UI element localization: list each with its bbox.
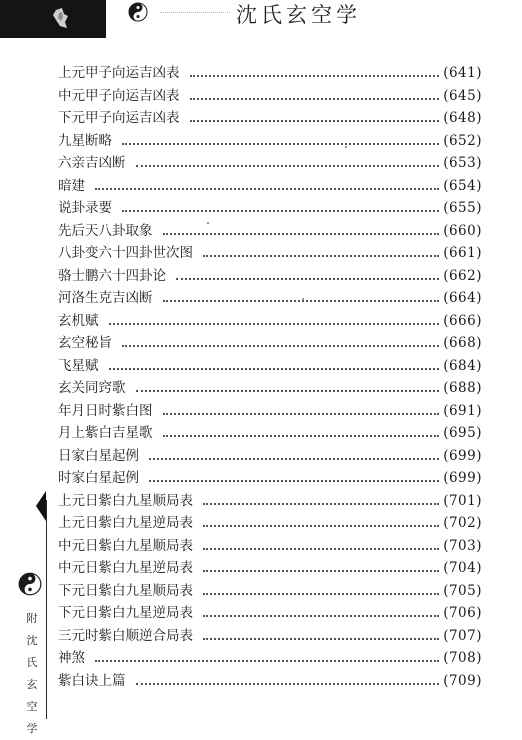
side-char: 空 [26,700,38,713]
toc-leader-dots [203,570,439,572]
toc-entry-title: 神煞 [58,650,85,666]
toc-leader-dots [122,143,439,145]
toc-entry-page: (703) [443,537,482,554]
toc-entry-page: (662) [443,267,482,284]
toc-entry-page: (641) [443,65,482,81]
toc-entry[interactable] [58,445,482,467]
toc-leader-dots [163,300,440,302]
toc-entry-title: 上元甲子向运吉凶表 [58,65,180,81]
toc-entry[interactable] [58,62,482,84]
toc-entry[interactable] [58,152,482,174]
toc-entry-title: 上元日紫白九星顺局表 [58,492,193,509]
side-char: 玄 [26,678,38,691]
toc-leader-dots [190,75,440,77]
toc-entry-page: (684) [443,357,482,374]
toc-entry-title: 上元日紫白九星逆局表 [58,515,193,531]
side-vertical-title [24,608,40,740]
side-rule [46,500,47,719]
toc-entry[interactable] [58,512,482,534]
toc-entry-title: 中元甲子向运吉凶表 [58,87,180,104]
toc-entry-page: (691) [443,402,482,419]
toc-entry-title: 玄空秘旨 [58,335,112,351]
taiji-side-icon [18,572,42,596]
toc-entry[interactable] [58,377,482,399]
toc-entry-page: (708) [443,650,482,666]
toc-entry-title: 暗建 [58,177,85,194]
toc-entry-title: 玄关同窍歌 [58,380,126,396]
toc-entry-title: 下元日紫白九星逆局表 [58,605,193,621]
toc-entry[interactable] [58,265,482,287]
toc-leader-dots [203,615,439,617]
toc-entry-page: (653) [443,155,482,171]
toc-entry-title: 中元日紫白九星逆局表 [58,560,193,576]
toc-entry-title: 先后天八卦取象 [58,222,153,239]
toc-leader-dots [95,188,439,190]
toc-leader-dots [149,458,439,460]
scan-speck [345,146,347,148]
toc-entry-page: (704) [443,560,482,576]
toc-entry-page: (702) [443,515,482,531]
toc-entry[interactable] [58,355,482,377]
toc-entry[interactable] [58,332,482,354]
toc-leader-dots [109,368,440,370]
toc-leader-dots [136,165,440,167]
toc-entry[interactable] [58,242,482,264]
toc-entry[interactable] [58,287,482,309]
toc-entry-page: (705) [443,582,482,599]
toc-entry-page: (709) [443,672,482,689]
toc-entry-title: 九星断略 [58,132,112,149]
toc-entry-title: 飞星赋 [58,357,99,374]
toc-entry[interactable] [58,130,482,152]
toc-entry-title: 下元日紫白九星顺局表 [58,582,193,599]
toc-leader-dots [203,255,439,257]
triangle-marker-icon [36,491,46,521]
toc-entry[interactable] [58,602,482,624]
toc-entry-page: (706) [443,605,482,621]
toc-entry[interactable] [58,670,482,692]
toc-leader-dots [109,323,440,325]
toc-entry-page: (668) [443,335,482,351]
toc-entry-page: (707) [443,627,482,644]
toc-entry[interactable] [58,467,482,489]
toc-entry-title: 紫白诀上篇 [58,672,126,689]
toc-entry[interactable] [58,647,482,669]
toc-leader-dots [203,593,439,595]
toc-entry[interactable] [58,220,482,242]
toc-entry-title: 月上紫白吉星歌 [58,425,153,441]
toc-entry-title: 三元时紫白顺逆合局表 [58,627,193,644]
toc-leader-dots [122,210,439,212]
toc-entry[interactable] [58,535,482,557]
toc-entry-page: (664) [443,290,482,306]
toc-entry[interactable] [58,625,482,647]
toc-leader-dots [136,683,440,685]
toc-entry-page: (701) [443,492,482,509]
toc-entry-page: (699) [443,447,482,464]
toc-entry-page: (655) [443,200,482,216]
toc-entry-page: (654) [443,177,482,194]
toc-entry-title: 八卦变六十四卦世次图 [58,245,193,261]
toc-entry[interactable] [58,175,482,197]
toc-entry-title: 河洛生克吉凶断 [58,290,153,306]
toc-entry-page: (660) [443,222,482,239]
toc-leader-dots [122,345,439,347]
toc-entry-title: 玄机赋 [58,312,99,329]
toc-leader-dots [163,233,440,235]
toc-leader-dots [163,435,440,437]
toc-leader-dots [176,278,439,280]
toc-entry[interactable] [58,107,482,129]
toc-leader-dots [149,480,439,482]
toc-leader-dots [136,390,440,392]
toc-entry-page: (652) [443,132,482,149]
toc-leader-dots [203,638,439,640]
toc-entry-page: (645) [443,87,482,104]
toc-entry-title: 年月日时紫白图 [58,402,153,419]
toc-entry[interactable] [58,197,482,219]
toc-entry-title: 时家白星起例 [58,470,139,486]
toc-entry-page: (666) [443,312,482,329]
scan-speck [302,298,304,300]
toc-entry-title: 说卦录要 [58,200,112,216]
toc-entry[interactable] [58,580,482,602]
scan-speck [207,222,209,224]
page-title: 沈氏玄空学 [236,3,361,27]
toc-leader-dots [163,413,440,415]
toc-leader-dots [203,548,439,550]
toc-entry[interactable] [58,85,482,107]
toc-leader-dots [203,525,439,527]
side-char: 学 [26,722,38,735]
toc-leader-dots [203,503,439,505]
side-char: 氏 [26,656,38,669]
toc-entry[interactable] [58,310,482,332]
toc-entry[interactable] [58,422,482,444]
toc-entry[interactable] [58,557,482,579]
toc-entry-page: (661) [443,245,482,261]
toc-entry-page: (648) [443,110,482,126]
toc-entry-title: 骆士鹏六十四卦论 [58,267,166,284]
toc-entry-page: (688) [443,380,482,396]
toc-entry-page: (699) [443,470,482,486]
toc-entry[interactable] [58,400,482,422]
toc-leader-dots [190,120,440,122]
side-char: 沈 [26,634,38,647]
toc-entry-title: 下元甲子向运吉凶表 [58,110,180,126]
toc-entry-title: 中元日紫白九星顺局表 [58,537,193,554]
side-char: 附 [26,612,38,625]
toc-leader-dots [95,660,439,662]
toc-entry[interactable] [58,490,482,512]
toc-entry-title: 六亲吉凶断 [58,155,126,171]
toc-entry-page: (695) [443,425,482,441]
toc-leader-dots [190,98,440,100]
toc-entry-title: 日家白星起例 [58,447,139,464]
